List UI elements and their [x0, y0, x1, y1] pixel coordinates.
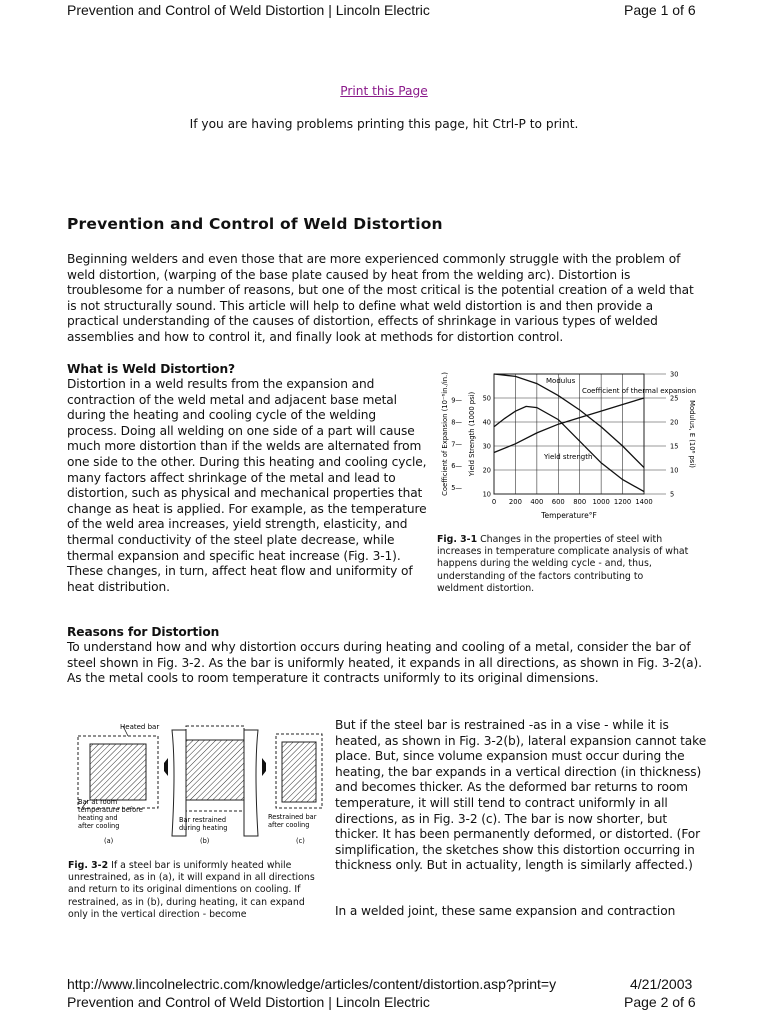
- chart-xtick-1400: 1400: [635, 498, 653, 506]
- chart-ylabel-modulus: Modulus, E (10⁶ psi): [688, 400, 696, 468]
- fig-3-1-label: Fig. 3-1: [437, 534, 478, 545]
- fig-b-label-line-2: during heating: [179, 824, 228, 832]
- fig-b-label: [179, 816, 227, 832]
- chart-ytick-yield-50: 50: [482, 394, 491, 403]
- footer-date: 4/21/2003: [630, 976, 693, 992]
- fig-a-bar: [90, 744, 146, 800]
- fig-c-label: [268, 813, 317, 829]
- chart-xtick-1200: 1200: [613, 498, 632, 506]
- chart-annotation-modulus: Modulus: [546, 377, 576, 385]
- fig-b-vise-right: [244, 730, 258, 836]
- fig-c-bar: [282, 742, 316, 802]
- chart-xtick-200: 200: [508, 498, 522, 506]
- chart-xtick-800: 800: [573, 498, 587, 506]
- fig-c-label-line-1: Restrained bar: [268, 813, 317, 821]
- fig-3-1-chart: [436, 366, 698, 526]
- fig-heated-bar-label: Heated bar: [120, 723, 160, 731]
- fig-3-2-caption: [68, 860, 326, 921]
- chart-ytick-mod-30: 30: [670, 370, 679, 379]
- chart-ytick-coef-5: 5—: [451, 483, 462, 492]
- footer-page: Page 2 of 6: [624, 994, 696, 1010]
- chart-ytick-coef-6: 6—: [451, 462, 462, 471]
- section-what-is-text: Distortion in a weld results from the expansion and contraction of the weld metal and adjacent base metal during the heating and cooling cycle of the welding process. Doing all welding on one side of a part will cause much more distortion than if the welds are alternated from one side to the other. During this heating and cooling cycle, many factors affect shrinkage of the metal and lead to distortion, such as physical and mechanical properties that change as heat is applied. For example, as the temperature of the weld area increases, yield strength, elasticity, and thermal conductivity of the steel plate decrease, while thermal expansion and specific heat increase (Fig. 3-1). These changes, in turn, affect heat flow and uniformity of heat distribution.: [67, 377, 427, 594]
- footer-url: http://www.lincolnelectric.com/knowledge/articles/content/distortion.asp?print=y: [67, 976, 557, 992]
- chart-ylabel-yield: Yield Strength (1000 psi): [468, 391, 476, 477]
- fig-a-label: [78, 798, 143, 830]
- page-header-number: Page 1 of 6: [624, 2, 696, 18]
- chart-ytick-mod-15: 15: [670, 442, 679, 451]
- chart-annotation-yield: Yield strength: [544, 453, 593, 461]
- chart-ytick-yield-10: 10: [482, 490, 491, 499]
- fig-sub-c: (c): [296, 837, 305, 845]
- chart-annotation-coefficient: Coefficient of thermal expansion: [582, 387, 697, 395]
- fig-c-label-line-2: after cooling: [268, 821, 310, 829]
- chart-ytick-yield-30: 30: [482, 442, 491, 451]
- fig-a-label-line-4: after cooling: [78, 822, 120, 830]
- fig-3-1-caption: [437, 534, 692, 595]
- intro-paragraph: Beginning welders and even those that are more experienced commonly struggle with the problem of weld distortion, (warping of the base plate caused by heat from the welding arc). Distortion is troublesome for a number of reasons, but one of the most critical is the potential creation of a weld that is not structurally sound. This article will help to define what weld distortion is and then provide a practical understanding of the causes of distortion, effects of shrinkage in various types of welded assemblies and how to control it, and finally look at methods for distortion control.: [67, 252, 694, 344]
- chart-series-yield-strength: [494, 406, 644, 491]
- chart-ytick-mod-10: 10: [670, 466, 679, 475]
- chart-ytick-mod-5: 5: [670, 490, 675, 499]
- chart-xtick-1000: 1000: [592, 498, 610, 506]
- chart-ytick-coef-9: 9—: [451, 396, 462, 405]
- fig-3-2-diagram: [68, 718, 330, 853]
- section-reasons-text: To understand how and why distortion occurs during heating and cooling of a metal, consider the bar of steel shown in Fig. 3-2. As the bar is uniformly heated, it expands in all directions, as shown in Fig. 3-2(a). As the metal cools to room temperature it contracts uniformly to its original dimensions.: [67, 640, 702, 686]
- section-heading-reasons: Reasons for Distortion: [67, 625, 220, 639]
- fig-a-label-line-1: Bar at room: [78, 798, 118, 806]
- chart-xlabel: Temperature°F: [541, 511, 597, 520]
- fig-a-label-line-3: heating and: [78, 814, 118, 822]
- fig-b-label-line-1: Bar restrained: [179, 816, 227, 824]
- print-page-link[interactable]: Print this Page: [340, 84, 428, 98]
- section-reasons-right-text-2: In a welded joint, these same expansion and contraction: [335, 904, 676, 918]
- article-title: Prevention and Control of Weld Distortion: [67, 215, 443, 233]
- chart-ytick-mod-25: 25: [670, 394, 679, 403]
- fig-sub-b: (b): [200, 837, 210, 845]
- print-note: If you are having problems printing this page, hit Ctrl-P to print.: [189, 117, 579, 131]
- chart-xtick-400: 400: [530, 498, 544, 506]
- fig-b-jaw-right: [262, 758, 266, 776]
- fig-3-2-label: Fig. 3-2: [68, 860, 109, 871]
- section-reasons-right-text: But if the steel bar is restrained -as in a vise - while it is heated, as shown in Fig. 3-2(b), lateral expansion cannot take place. But, since volume expansion must occur during the heating, the bar expands in a vertical direction (in thickness) and becomes thicker. As the deformed bar returns to room temperature, it will still tend to contract uniformly in all directions, as in Fig. 3-2 (c). The bar is now shorter, but thicker. It has been permanently deformed, or distorted. (For simplification, the sketches show this distortion occurring in thickness only. But in actuality, length is similarly affected.): [335, 718, 707, 873]
- chart-ytick-yield-40: 40: [482, 418, 491, 427]
- section-heading-what-is: What is Weld Distortion?: [67, 362, 235, 376]
- chart-xtick-0: 0: [491, 498, 497, 506]
- chart-ylabel-coefficient: Coefficient of Expansion (10⁻⁶in./in.): [441, 372, 449, 496]
- fig-b-bar: [186, 740, 244, 800]
- chart-ytick-yield-20: 20: [482, 466, 491, 475]
- fig-a-label-line-2: temperature before: [78, 806, 143, 814]
- chart-xtick-600: 600: [551, 498, 565, 506]
- footer-title: Prevention and Control of Weld Distortion | Lincoln Electric: [67, 994, 430, 1010]
- chart-ytick-mod-20: 20: [670, 418, 679, 427]
- fig-b-jaw-left: [164, 758, 168, 776]
- chart-ytick-coef-7: 7—: [451, 440, 462, 449]
- page-header-title: Prevention and Control of Weld Distortion | Lincoln Electric: [67, 2, 430, 18]
- fig-3-2-caption-text: If a steel bar is uniformly heated while unrestrained, as in (a), it will expand in all directions and return to its original dimentions on cooling. If restrained, as in (b), during heating, it can expand only in the vertical direction - become: [68, 860, 315, 920]
- fig-3-1-caption-text: Changes in the properties of steel with increases in temperature complicate analysis of what happens during the welding cycle - and, thus, understanding of the factors contributing to weldment distortion.: [437, 534, 689, 594]
- chart-ytick-coef-8: 8—: [451, 418, 462, 427]
- fig-sub-a: (a): [104, 837, 114, 845]
